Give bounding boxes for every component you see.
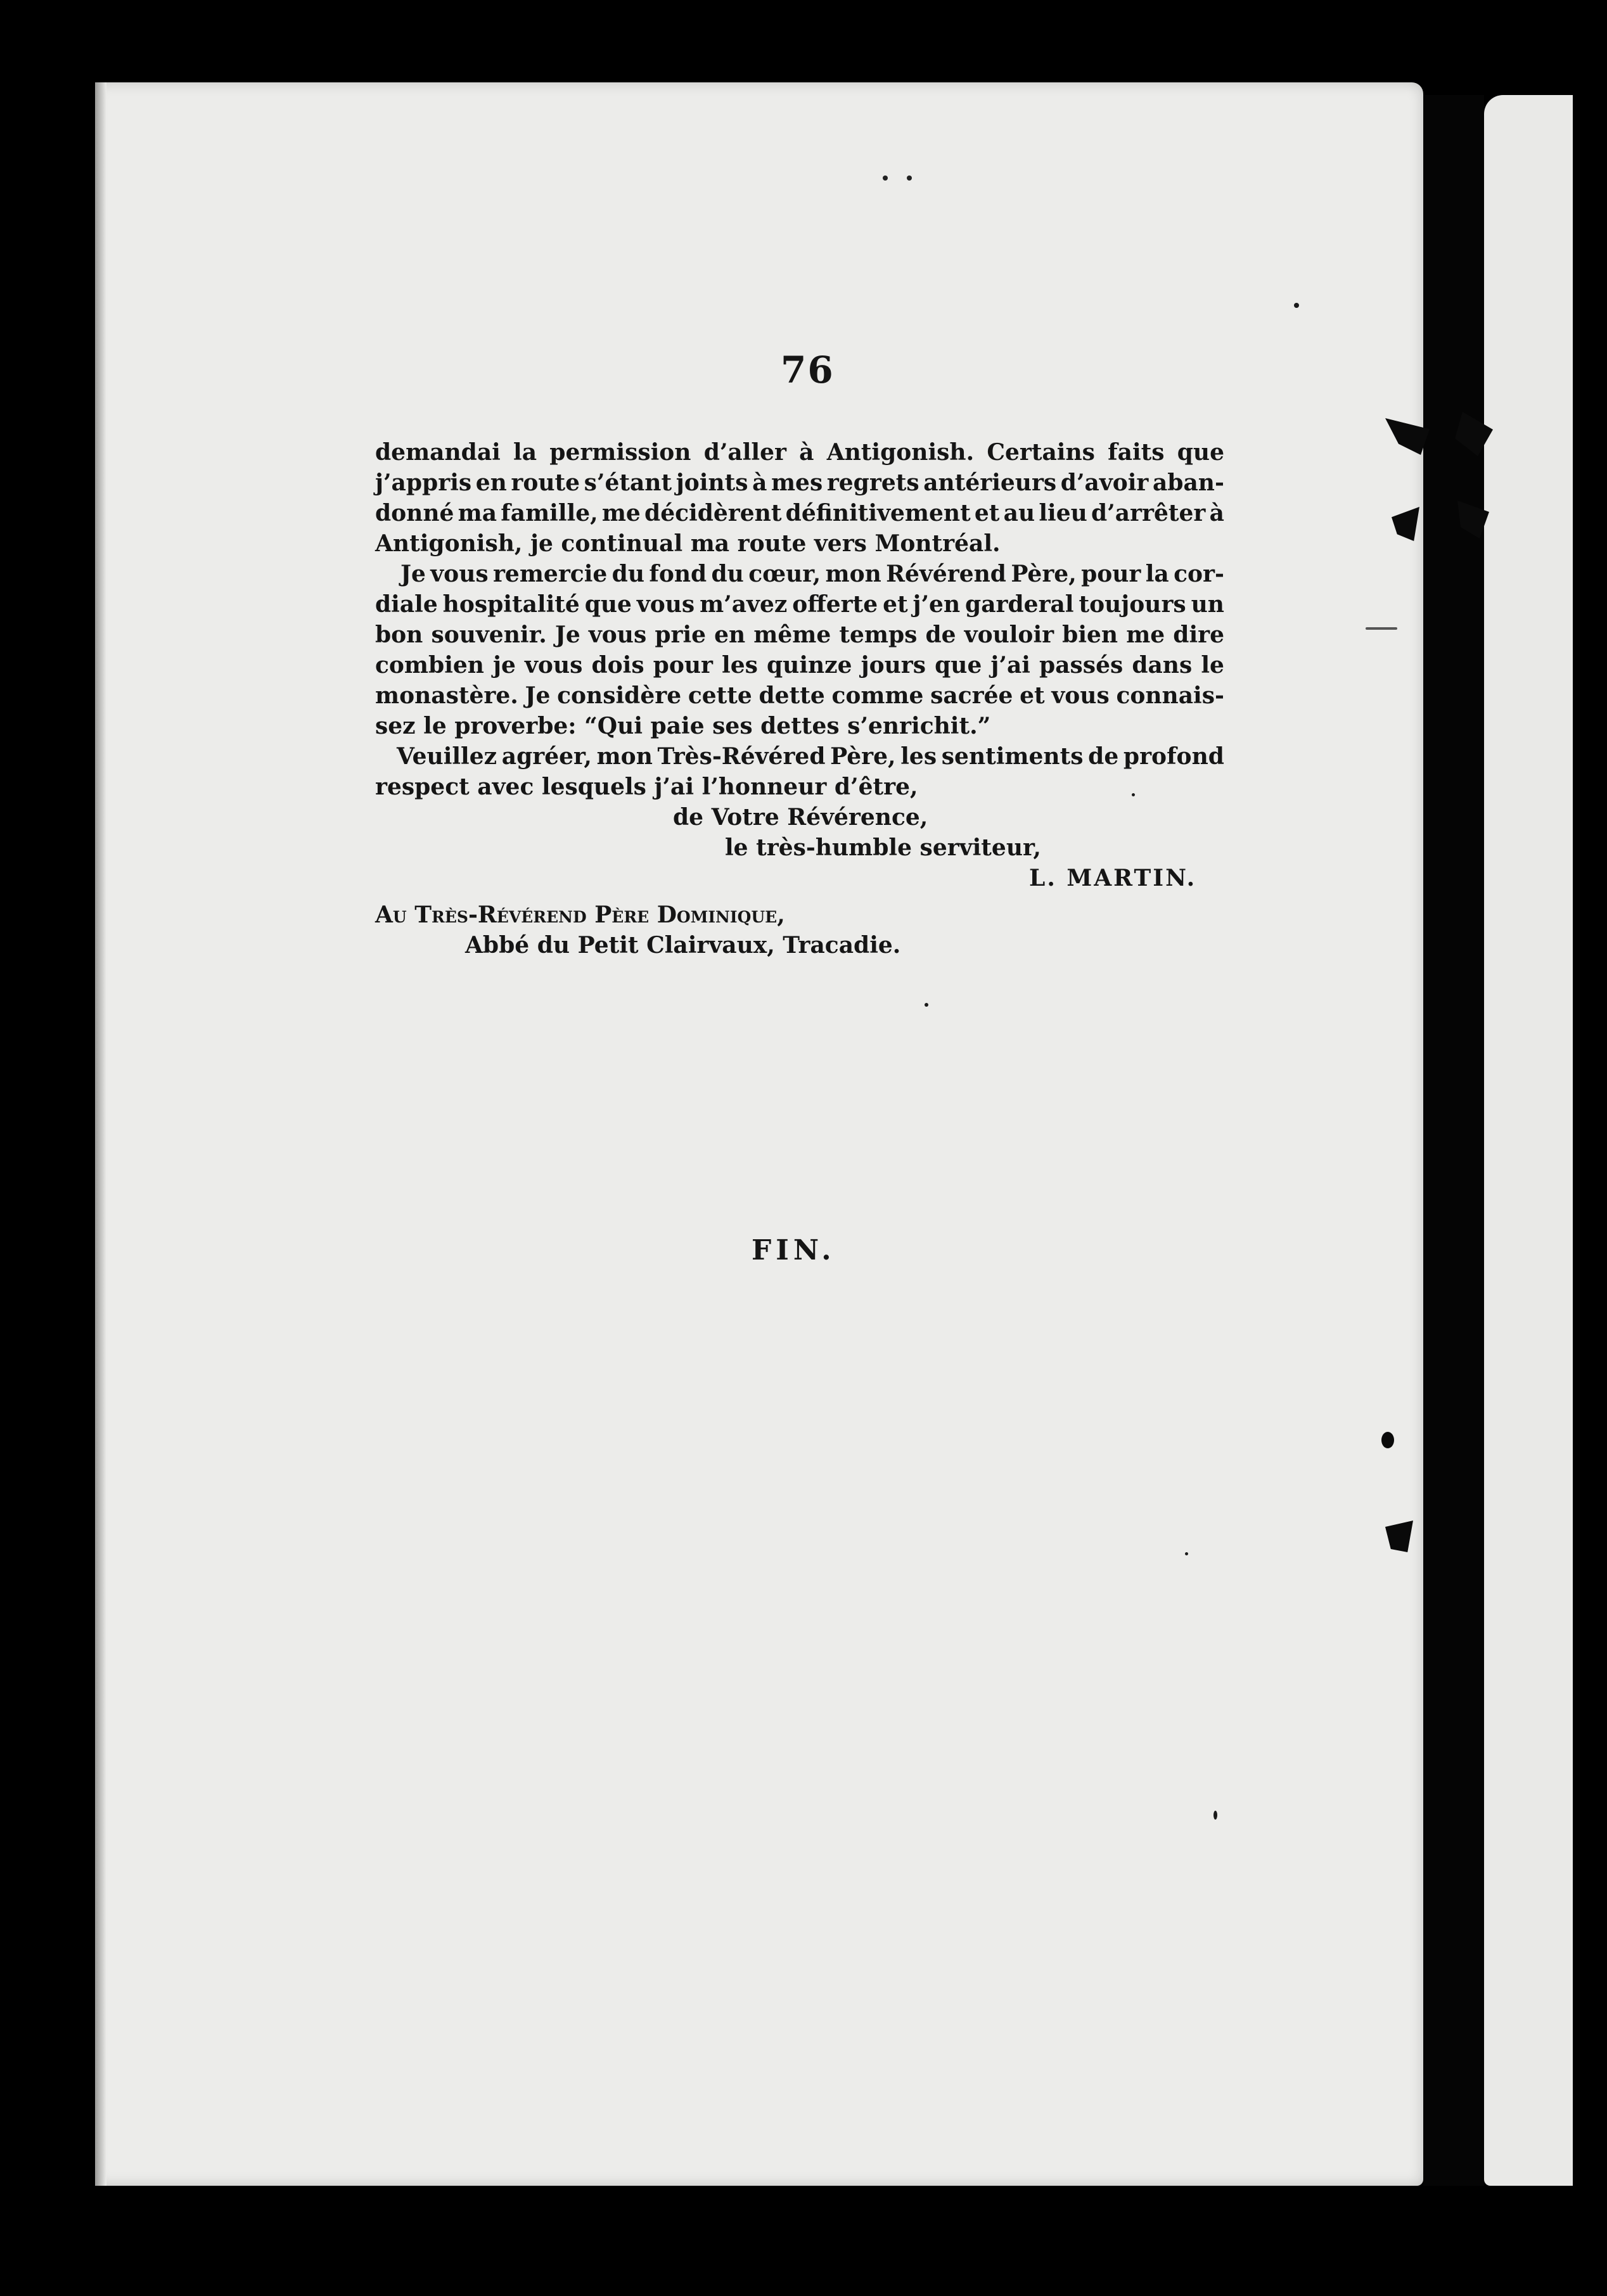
paper-speck (1132, 793, 1135, 796)
paper-speck (1366, 627, 1397, 630)
paper-speck (1185, 1552, 1188, 1555)
binding-gutter (1423, 95, 1484, 2186)
paragraph-2-line-1: Je vous remercie du fond du cœur, mon Révérend Père, pour la cor- (400, 561, 1224, 587)
page-edge-shadow (95, 82, 106, 2186)
paragraph-2-line-3: bon souvenir. Je vous prie en même temps de vouloir bien me dire (375, 622, 1224, 648)
paragraph-2-line-5: monastère. Je considère cette dette comme sacrée et vous connais- (375, 682, 1224, 709)
paragraph-1-line-4: Antigonish, je continual ma route vers Montréal. (375, 530, 1001, 557)
closing-line-2: le très-humble serviteur, (725, 834, 1041, 861)
adjacent-page-edge (1484, 95, 1573, 2186)
paragraph-2-line-2: diale hospitalité que vous m’avez offerte et j’en garderal toujours un (375, 591, 1224, 618)
paragraph-3-line-2: respect avec lesquels j’ai l’honneur d’être, (375, 774, 918, 800)
decorative-dots (883, 175, 919, 182)
torn-edge-mark (1381, 1432, 1394, 1448)
paragraph-2-line-4: combien je vous dois pour les quinze jours que j’ai passés dans le (375, 652, 1224, 679)
paragraph-3-line-1: Veuillez agréer, mon Très-Révéred Père, les sentiments de profond (397, 743, 1224, 770)
paragraph-1-line-2: j’appris en route s’étant joints à mes regrets antérieurs d’avoir aban- (375, 469, 1224, 496)
paper-speck (925, 1003, 928, 1007)
page-number: 76 (781, 348, 835, 392)
closing-line-1: de Votre Révérence, (673, 804, 928, 831)
addressee-line-1: Au Très-Révérend Père Dominique, (375, 902, 785, 928)
end-mark: FIN. (752, 1234, 836, 1266)
paper-speck (1294, 303, 1299, 308)
paragraph-1-line-1: demandai la permission d’aller à Antigonish. Certains faits que (375, 439, 1224, 466)
paragraph-1-line-3: donné ma famille, me décidèrent définitivement et au lieu d’arrêter à (375, 500, 1224, 526)
signature: L. MARTIN. (1029, 865, 1197, 891)
paper-speck (1213, 1811, 1217, 1820)
paper-page (95, 82, 1423, 2186)
paragraph-2-line-6: sez le proverbe: “Qui paie ses dettes s’enrichit.” (375, 713, 991, 739)
addressee-line-2: Abbé du Petit Clairvaux, Tracadie. (465, 932, 901, 959)
